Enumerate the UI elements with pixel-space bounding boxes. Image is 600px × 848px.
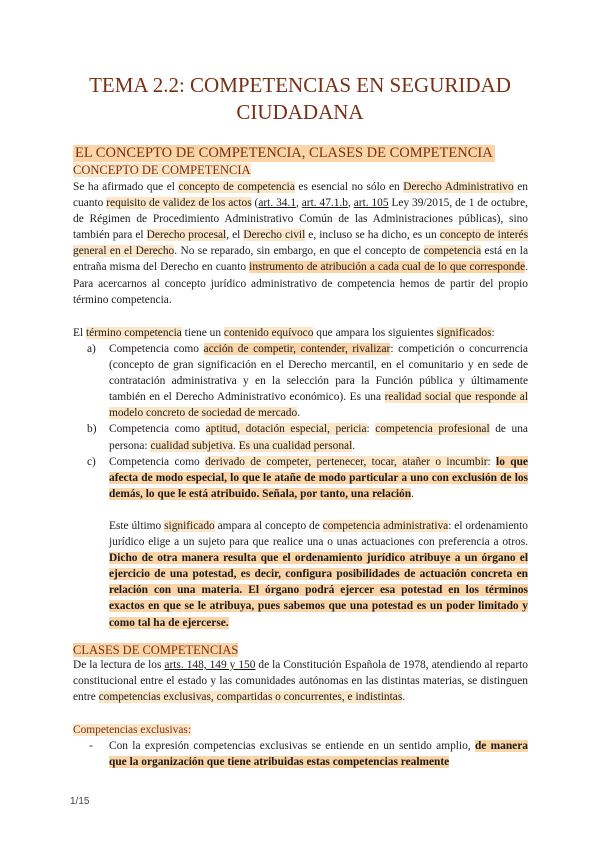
text: ( <box>251 197 259 210</box>
highlight: cualidad subjetiva <box>150 439 233 452</box>
subsection-clases <box>73 643 238 658</box>
list-item <box>73 738 528 770</box>
article-link[interactable]: art. 47.1.b <box>301 197 348 210</box>
highlight: Derecho Administrativo <box>403 181 514 193</box>
subsection-concepto-label: CONCEPTO DE COMPETENCIA <box>73 163 251 177</box>
page-number: 1/15 <box>70 796 90 807</box>
highlight: contenido equívoco <box>223 327 314 339</box>
text: : competición o concurrencia (concepto de gran significación en el Derecho mercantil, en el comunitario y en sede de contratación administrativa y en la selección para la Función pública y últimamente también en el Derecho Administrativo económico). Es una <box>109 343 528 404</box>
text: : el ordenamiento jurídico elige a un sujeto para que realice una o unas actuaciones con preferencia a otros. <box>109 519 528 549</box>
subsection-exclusivas <box>73 723 191 738</box>
text: ampara al concepto de <box>214 519 323 532</box>
highlight: realidad social que responde al modelo concreto de sociedad de mercado <box>109 391 528 420</box>
exclusive-list <box>73 738 528 770</box>
highlight: concepto de interés general en el Derecho <box>73 229 529 258</box>
text: . <box>297 407 301 420</box>
text: está en la entraña misma del Derecho en cuanto <box>73 245 528 274</box>
text: De la lectura de los <box>73 659 165 671</box>
page-title: TEMA 2.2: COMPETENCIAS EN SEGURIDAD CIUDADANA <box>89 73 511 124</box>
highlight: Derecho procesal <box>146 229 227 242</box>
text: que ampara los siguientes <box>313 327 437 339</box>
list-marker: a) <box>87 343 96 355</box>
highlight: competencias exclusivas, compartidas o concurrentes, e indistintas <box>98 691 403 704</box>
text: , <box>296 197 302 210</box>
text: El <box>73 327 86 339</box>
bold-highlight: Dicho de otra manera resulta que el ordenamiento jurídico atribuye a un órgano el ejercicio de una potestad, es decir, configura posibilidades de actuación concreta en relación con una materia. El órgano podrá ejercer esa potestad en los términos exactos en que se le atribuya, pues sabemos que una potestad es un poder limitado y como tal ha de ejercerse. <box>109 552 528 629</box>
spacer <box>109 502 528 518</box>
highlight: término competencia <box>85 327 182 339</box>
text: . <box>402 691 406 704</box>
text: Ley 39/2015, de 1 de octubre, de Régimen de Procedimiento Administrativo Común de las Administraciones públicas), sino también para el <box>73 197 528 242</box>
list-item-continuation <box>109 518 528 631</box>
text: . <box>233 439 239 452</box>
list-marker: c) <box>87 455 96 468</box>
article-link[interactable]: art. 105 <box>353 197 389 210</box>
article-link[interactable]: art. 34.1 <box>258 197 297 210</box>
text: , <box>347 197 354 210</box>
paragraph-concepto <box>73 179 528 308</box>
section-heading: EL CONCEPTO DE COMPETENCIA, CLASES DE COMPETENCIA <box>75 145 493 161</box>
subsection-concepto <box>73 163 251 178</box>
highlight: requisito de validez de los actos <box>106 197 252 210</box>
paragraph-clases <box>73 657 528 705</box>
subsection-clases-label: CLASES DE COMPETENCIAS <box>73 643 239 657</box>
highlight: significado <box>164 519 215 532</box>
text: . <box>411 487 414 500</box>
text: Competencia como <box>109 455 206 468</box>
meanings-list <box>73 341 528 631</box>
text: : <box>491 327 495 339</box>
highlight: acción de competir, contender, rivalizar <box>203 343 391 355</box>
list-marker: b) <box>87 423 97 436</box>
text: . Para acercarnos al concepto jurídico administrativo de competencia hemos de partir del propio término competencia. <box>73 261 528 306</box>
text: de la Constitución Española de 1978, atendiendo al reparto constitucional entre el estado y las comunidades autónomas en las distintas materias, se distinguen entre <box>73 659 528 704</box>
paragraph-termino <box>73 325 528 341</box>
text: es esencial no sólo en <box>294 181 404 193</box>
highlight: derivado de competer, pertenecer, tocar, atañer o incumbir <box>205 455 488 468</box>
bold-highlight: lo que afecta de modo especial, lo que le atañe de modo particular a uno con exclusión de los demás, lo que le está atribuido. Señala, por tanto, una relación <box>109 455 528 500</box>
text: de una persona: <box>109 423 528 452</box>
list-item <box>73 454 528 631</box>
text: Competencia como <box>109 423 206 436</box>
highlight: concepto de competencia <box>178 181 295 193</box>
text: Se ha afirmado que el <box>73 181 179 193</box>
text: tiene un <box>181 327 224 339</box>
article-link[interactable]: arts. 148, 149 y 150 <box>164 659 256 671</box>
text: en cuanto <box>73 181 528 210</box>
highlight: Es una cualidad personal <box>238 439 353 452</box>
text: . No se reparado, sin embargo, en que el concepto de <box>174 245 424 258</box>
bold-highlight: de manera que la organización que tiene atribuidas estas competencias realmente <box>109 740 528 769</box>
text: , el <box>226 229 244 242</box>
text: . <box>352 439 356 452</box>
text: Con la expresión competencias exclusivas se entiende en un sentido amplio, <box>109 740 475 752</box>
highlight: competencia administrativa <box>322 519 449 532</box>
list-marker: - <box>89 740 93 752</box>
highlight: competencia profesional <box>375 423 490 436</box>
text: Competencia como <box>109 343 204 355</box>
text: Este último <box>109 519 165 532</box>
text: e, incluso se ha dicho, es un <box>305 229 440 242</box>
highlight: competencia <box>423 245 482 258</box>
text: : <box>487 455 497 468</box>
highlight: significados <box>436 327 492 339</box>
highlight: Derecho civil <box>243 229 306 242</box>
list-item <box>73 421 528 453</box>
text: : <box>366 423 376 436</box>
subsection-exclusivas-label: Competencias exclusivas: <box>73 724 191 736</box>
highlight: aptitud, dotación especial, pericia <box>205 423 367 436</box>
highlight: instrumento de atribución a cada cual de lo que corresponde <box>249 261 526 274</box>
list-item <box>73 341 528 421</box>
